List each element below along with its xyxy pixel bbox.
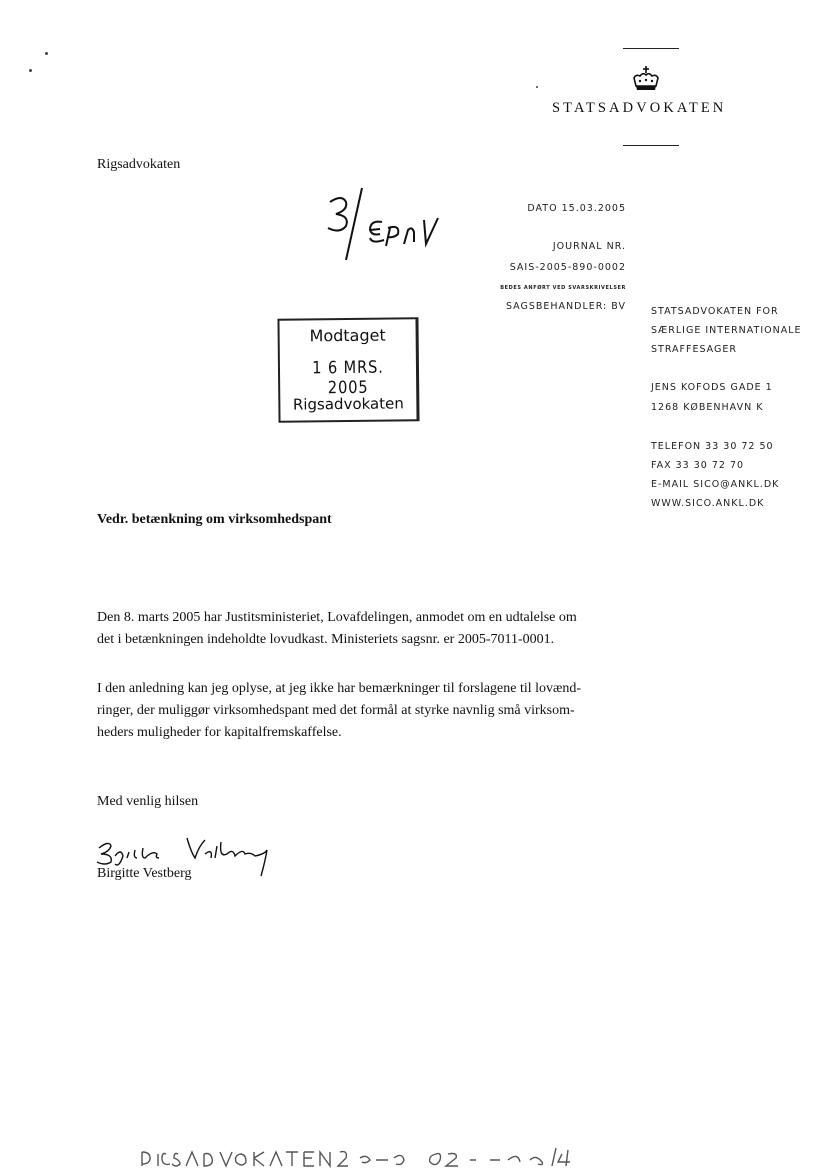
header-rule-bottom <box>623 145 679 146</box>
reply-reference-note: BEDES ANFØRT VED SVARSKRIVELSER <box>500 285 626 291</box>
stamp-office: Rigsadvokaten <box>292 394 404 414</box>
body-line: ringer, der muliggør virksomhedspant med det formål at styrke navnlig små virksom- <box>97 703 575 718</box>
recipient-name: Rigsadvokaten <box>97 157 181 172</box>
letter-date: DATO 15.03.2005 <box>527 203 626 214</box>
handwritten-note <box>300 182 460 272</box>
stamp-date: 1 6 MRS. 2005 <box>312 357 384 399</box>
royal-crown-icon <box>628 64 664 94</box>
stamp-received-label: Modtaget <box>309 325 386 346</box>
scan-speck <box>29 69 32 72</box>
sender-org-line: STRAFFESAGER <box>651 344 737 355</box>
sender-fax: FAX 33 30 72 70 <box>651 460 745 471</box>
signer-name: Birgitte Vestberg <box>97 866 192 881</box>
sender-email: E-MAIL SICO@ANKL.DK <box>651 479 780 490</box>
sender-address-line: JENS KOFODS GADE 1 <box>651 382 773 393</box>
sender-phone: TELEFON 33 30 72 50 <box>651 441 774 452</box>
body-line: heders muligheder for kapitalfremskaffelse. <box>97 725 342 740</box>
scan-speck <box>536 86 538 88</box>
header-rule-top <box>623 48 679 49</box>
letterhead-brand: STATSADVOKATEN <box>552 100 727 116</box>
body-paragraph-1 <box>97 607 642 651</box>
closing-salutation: Med venlig hilsen <box>97 794 199 809</box>
sender-address-line: 1268 KØBENHAVN K <box>651 402 764 413</box>
scan-reference-footer <box>140 1138 610 1169</box>
journal-number: SAIS-2005-890-0002 <box>509 262 626 273</box>
journal-label: JOURNAL NR. <box>552 241 626 252</box>
case-officer: SAGSBEHANDLER: BV <box>505 301 626 312</box>
sender-website: WWW.SICO.ANKL.DK <box>651 498 765 509</box>
body-line: Den 8. marts 2005 har Justitsministeriet, Lovafdelingen, anmodet om en udtalelse om <box>97 610 577 625</box>
letter-subject: Vedr. betænkning om virksomhedspant <box>97 512 332 527</box>
scan-speck <box>45 52 48 55</box>
body-line: det i betænkningen indeholdte lovudkast. Ministeriets sagsnr. er 2005-7011-0001. <box>97 632 555 647</box>
body-paragraph-2 <box>97 678 642 744</box>
sender-org-line: STATSADVOKATEN FOR <box>651 306 779 317</box>
sender-org-line: SÆRLIGE INTERNATIONALE <box>651 325 802 336</box>
body-line: I den anledning kan jeg oplyse, at jeg ikke har bemærkninger til forslagene til lovænd- <box>97 681 582 696</box>
received-stamp <box>277 317 419 422</box>
